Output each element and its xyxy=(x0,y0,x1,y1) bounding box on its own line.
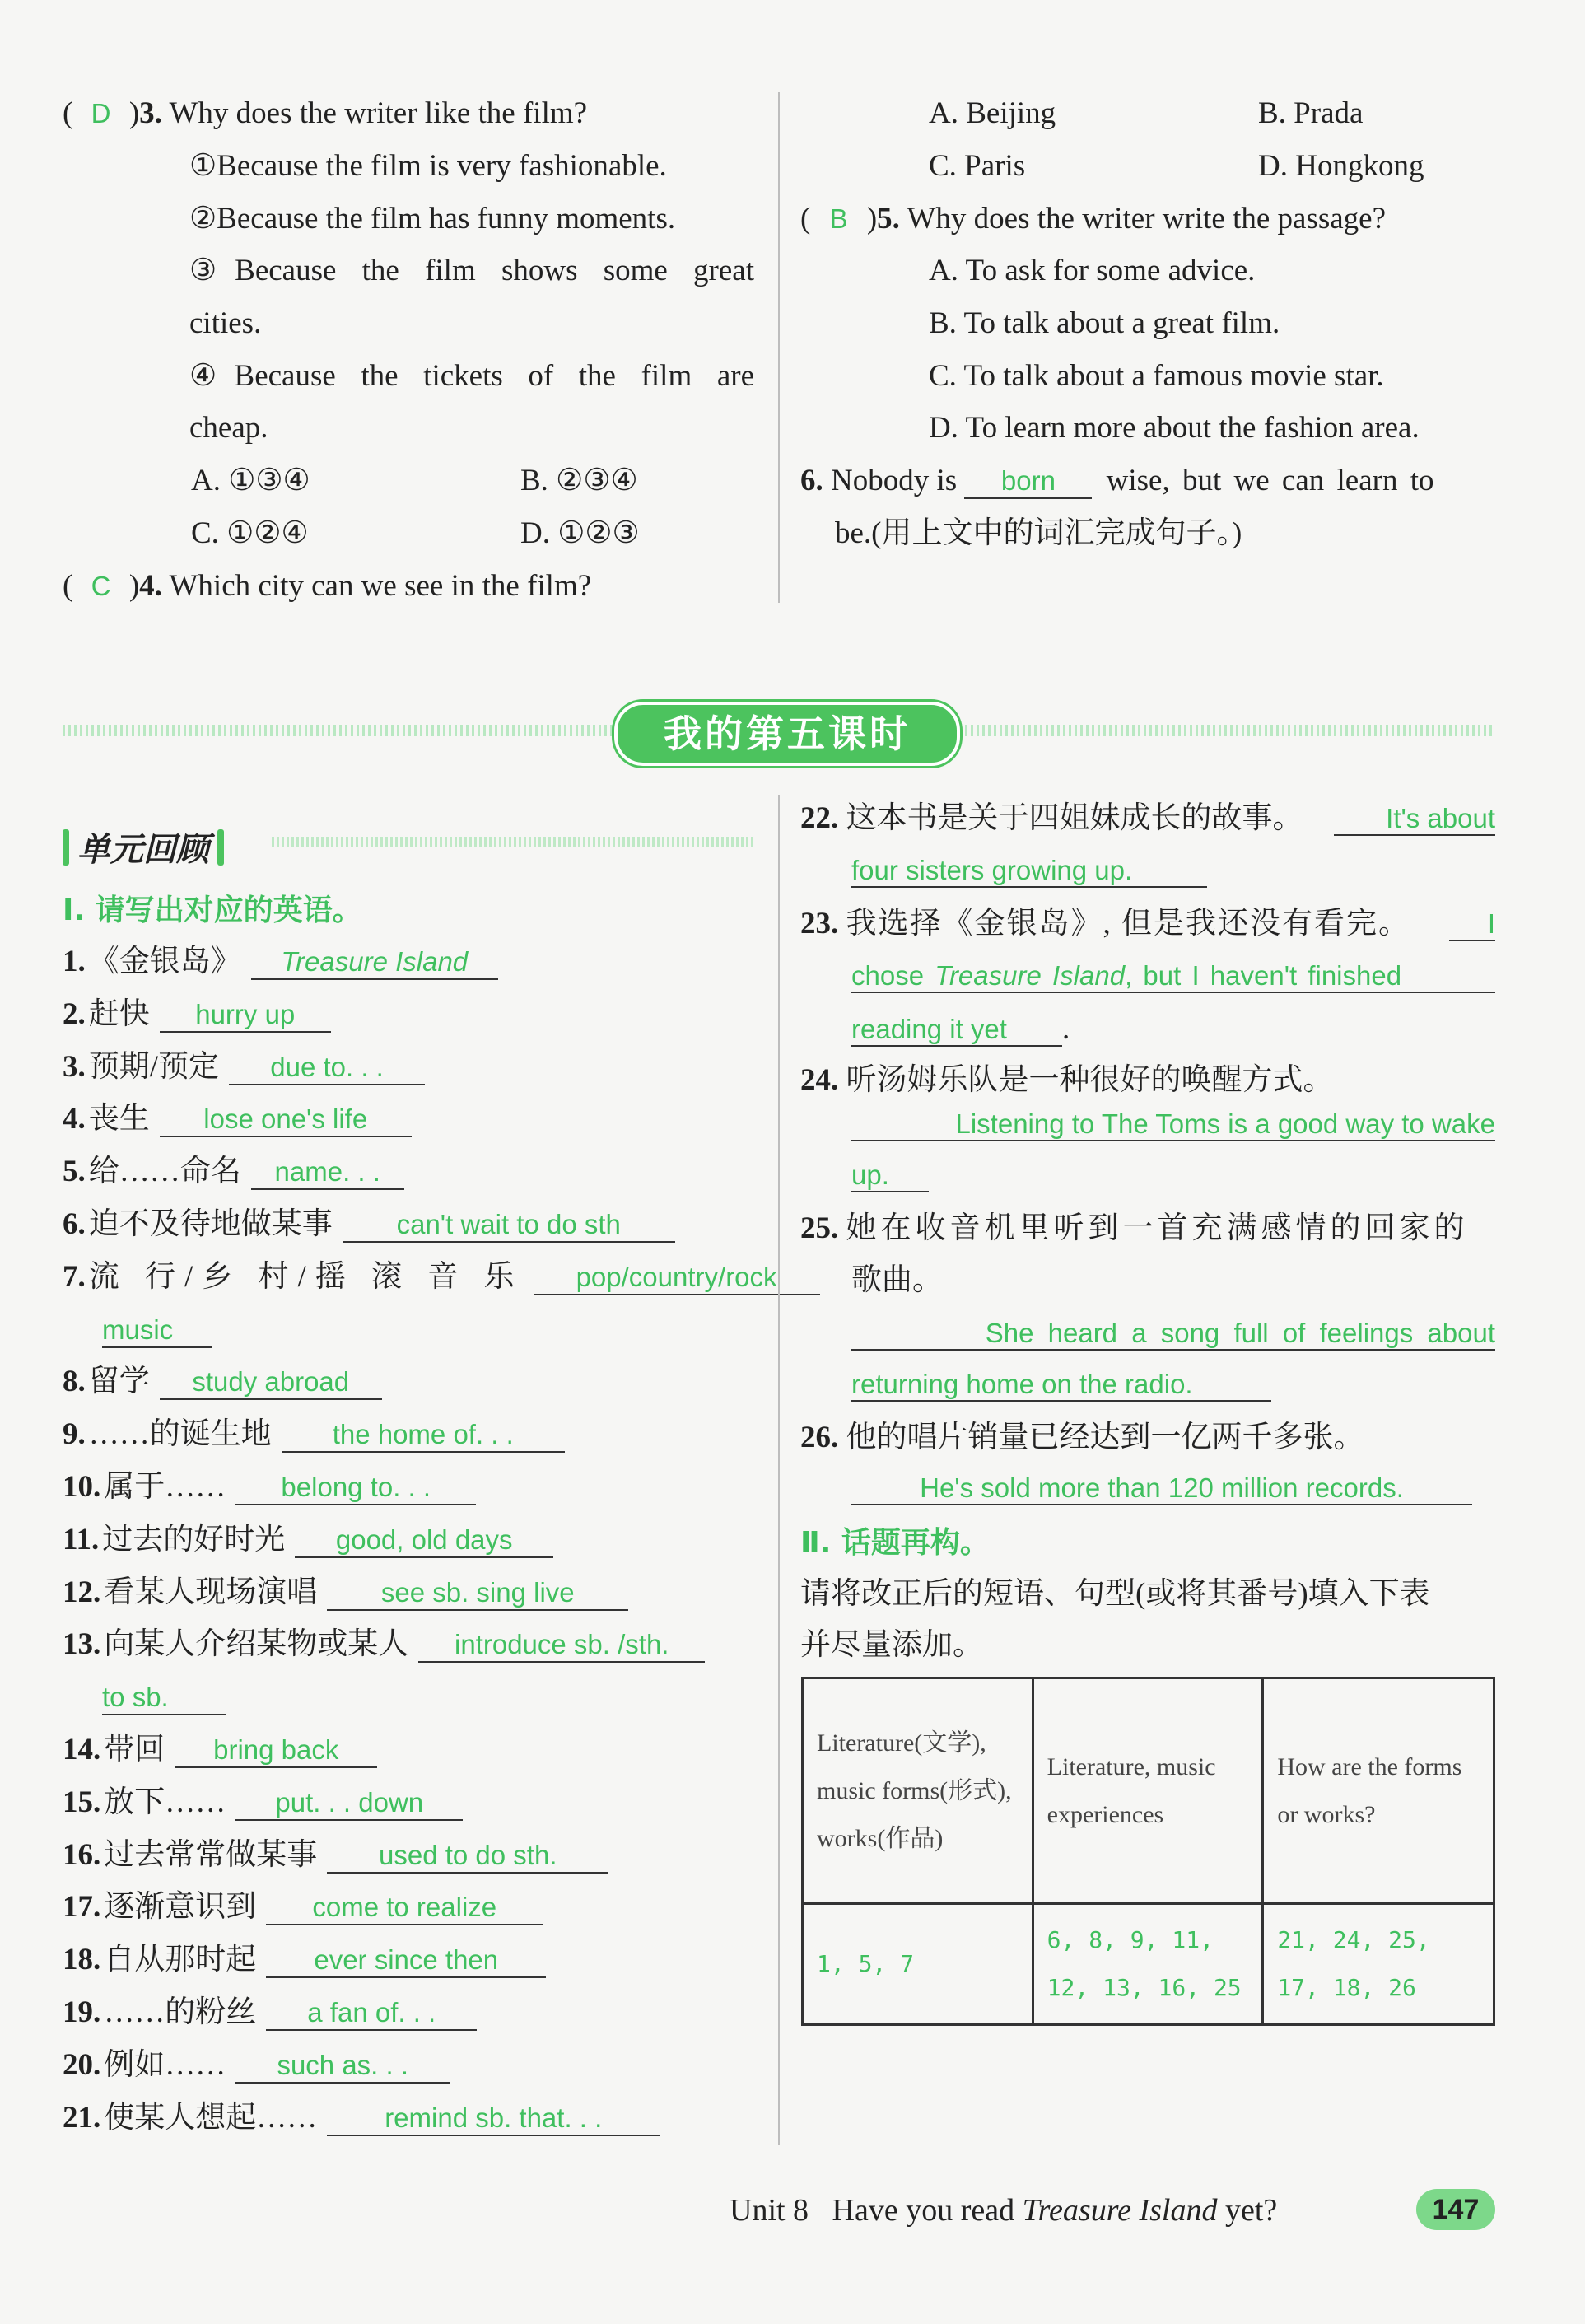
dotted-rule-review xyxy=(272,837,753,847)
sentence-25-answer-2: returning home on the radio. xyxy=(851,1369,1271,1402)
q5-choice-c: C. To talk about a famous movie star. xyxy=(929,359,1384,393)
sentence-24 xyxy=(800,1059,1334,1102)
vocab-item xyxy=(63,1623,705,1666)
sentence-number: 24. xyxy=(800,1063,839,1097)
vocab-chinese: 预期/预定 xyxy=(88,1049,220,1084)
sentence-22-answer-1: It's about xyxy=(1334,803,1495,836)
q5-number: 5. xyxy=(877,202,900,236)
sentence-25-chinese-cont: 歌曲。 xyxy=(851,1263,943,1297)
sentence-number: 26. xyxy=(800,1421,839,1454)
vocab-answer-cont xyxy=(102,1314,212,1348)
q4-line xyxy=(63,565,591,608)
vocab-chinese: 逐渐意识到 xyxy=(104,1890,257,1925)
vocab-chinese: ……的诞生地 xyxy=(88,1417,272,1452)
paren: ) xyxy=(128,96,140,130)
vocab-number: 13. xyxy=(63,1627,101,1662)
heading-bar xyxy=(63,829,69,866)
q3-choice-a: A. ①③④ xyxy=(191,464,310,497)
table-answer-cell[interactable]: 1, 5, 7 xyxy=(803,1904,1033,2025)
sentence-chinese: 这本书是关于四姐妹成长的故事。 xyxy=(846,801,1303,835)
sentence-23-answer-3-line xyxy=(851,1008,1070,1051)
vocab-chinese: 向某人介绍某物或某人 xyxy=(104,1627,409,1662)
sentence-24-answer-1: Listening to The Toms is a good way to wake xyxy=(851,1108,1495,1141)
vocab-answer: put. . . down xyxy=(235,1786,463,1821)
vocab-answer: lose one's life xyxy=(160,1103,412,1137)
vocab-number: 12. xyxy=(63,1575,101,1609)
q3-option-3-cont: cities. xyxy=(189,306,262,340)
q3-choice-c: C. ①②④ xyxy=(191,516,309,550)
lesson-banner xyxy=(614,702,960,766)
column-divider xyxy=(778,795,780,2145)
q5-choice-d: D. To learn more about the fashion area. xyxy=(929,411,1420,445)
q3-choice-d: D. ①②③ xyxy=(520,516,640,550)
vocab-answer: bring back xyxy=(175,1734,377,1768)
q3-number: 3. xyxy=(139,96,162,130)
heading-bar xyxy=(217,829,224,866)
answer-title-italic: Treasure Island xyxy=(935,960,1126,991)
vocab-chinese: 迫不及待地做某事 xyxy=(88,1207,333,1241)
sentence-23 xyxy=(800,903,1410,945)
vocab-number: 2. xyxy=(63,996,86,1031)
vocab-answer: a fan of. . . xyxy=(266,1996,477,2031)
sentence-number: 23. xyxy=(800,907,839,940)
vocab-number: 19. xyxy=(63,1995,101,2029)
vocab-number: 11. xyxy=(63,1522,100,1556)
dotted-rule-right xyxy=(965,725,1492,736)
vocab-chinese: 例如…… xyxy=(104,2047,226,2082)
part1-title: Ⅰ. 请写出对应的英语。 xyxy=(63,894,362,927)
vocab-answer-cont xyxy=(102,1681,226,1715)
q4-choice-b: B. Prada xyxy=(1258,96,1364,130)
vocab-answer: study abroad xyxy=(160,1365,382,1400)
part2-instruction-2: 并尽量添加。 xyxy=(800,1628,983,1662)
vocab-answer: see sb. sing live xyxy=(327,1576,628,1611)
vocab-item xyxy=(63,1360,382,1403)
q3-line xyxy=(63,92,587,135)
vocab-chinese: 使某人想起…… xyxy=(104,2100,318,2135)
q3-option-1: ①Because the film is very fashionable. xyxy=(189,149,667,183)
vocab-item xyxy=(63,1519,553,1561)
vocab-answer: belong to. . . xyxy=(235,1471,476,1505)
q3-option-4: ④Because the tickets of the film are xyxy=(189,359,754,393)
paren: ( xyxy=(800,202,811,236)
vocab-answer: Treasure Island xyxy=(251,945,498,980)
vocab-answer: used to do sth. xyxy=(327,1839,608,1874)
vocab-number: 16. xyxy=(63,1837,101,1872)
vocab-number: 14. xyxy=(63,1733,101,1766)
paren: ( xyxy=(63,96,73,130)
vocab-item xyxy=(63,1150,404,1193)
table-answer-cell[interactable]: 21, 24, 25, 17, 18, 26 xyxy=(1263,1904,1494,2025)
page-number-badge xyxy=(1416,2189,1495,2230)
table-header-cell: Literature, music experiences xyxy=(1033,1678,1263,1904)
q6-pre: Nobody is xyxy=(831,464,958,497)
q6-blank: born xyxy=(964,464,1092,499)
vocab-item xyxy=(63,993,331,1036)
table-header-cell: How are the forms or works? xyxy=(1263,1678,1494,1904)
vocab-answer: hurry up xyxy=(160,998,331,1033)
footer-running-title xyxy=(730,2189,1277,2232)
q3-option-4-cont: cheap. xyxy=(189,411,268,445)
topic-table xyxy=(801,1677,1495,2026)
vocab-answer-line-2: music xyxy=(102,1314,212,1348)
section-review-title: 单元回顾 xyxy=(77,831,209,869)
vocab-chinese: 过去的好时光 xyxy=(102,1522,286,1556)
section-review-heading xyxy=(63,824,224,870)
vocab-answer: remind sb. that. . . xyxy=(327,2102,660,2136)
vocab-number: 18. xyxy=(63,1943,101,1977)
vocab-answer: ever since then xyxy=(266,1944,546,1978)
footer-unit: Unit 8 Have you read xyxy=(730,2193,1015,2228)
vocab-chinese: 丧生 xyxy=(88,1102,150,1136)
vocab-item xyxy=(63,1046,425,1089)
table-row xyxy=(803,1904,1494,2025)
vocab-chinese: 过去常常做某事 xyxy=(104,1837,318,1872)
page-number: 147 xyxy=(1432,2194,1480,2225)
vocab-item xyxy=(63,1781,463,1824)
vocab-item xyxy=(63,1729,377,1771)
vocab-number: 4. xyxy=(63,1102,86,1136)
vocab-answer: the home of. . . xyxy=(282,1418,565,1453)
q3-answer: D xyxy=(91,98,111,128)
vocab-item xyxy=(63,1886,543,1929)
table-answer-cell[interactable]: 6, 8, 9, 11, 12, 13, 16, 25 xyxy=(1033,1904,1263,2025)
vocab-number: 20. xyxy=(63,2047,101,2082)
vocab-number: 9. xyxy=(63,1417,86,1452)
q6-post: wise, but we can learn to xyxy=(1106,464,1434,497)
paren: ) xyxy=(866,202,878,236)
sentence-chinese: 我选择《金银岛》, 但是我还没有看完。 xyxy=(846,907,1410,940)
vocab-item xyxy=(63,940,498,983)
vocab-chinese: 看某人现场演唱 xyxy=(104,1575,318,1609)
vocab-item xyxy=(63,1203,675,1246)
part2-title: Ⅱ. 话题再构。 xyxy=(800,1526,990,1560)
sentence-25 xyxy=(800,1207,1497,1250)
sentence-23-answer-2 xyxy=(851,960,1495,993)
banner-title: 我的第五课时 xyxy=(664,712,911,756)
q6-number: 6. xyxy=(800,464,823,497)
vocab-chinese: ……的粉丝 xyxy=(104,1995,257,2029)
period: . xyxy=(1062,1012,1070,1046)
vocab-chinese: 给……命名 xyxy=(88,1155,241,1189)
q6-line-2: be.(用上文中的词汇完成句子。) xyxy=(835,516,1242,550)
q5-choice-a: A. To ask for some advice. xyxy=(929,254,1256,287)
vocab-item xyxy=(63,1256,820,1299)
vocab-answer: introduce sb. /sth. xyxy=(418,1628,705,1663)
vocab-item xyxy=(63,2097,660,2140)
sentence-26 xyxy=(800,1416,1364,1459)
sentence-25-answer-1: She heard a song full of feelings about xyxy=(851,1318,1495,1351)
sentence-number: 25. xyxy=(800,1211,839,1245)
sentence-24-answer-2: up. xyxy=(851,1160,929,1192)
q5-text: Why does the writer write the passage? xyxy=(907,202,1387,236)
q5-line xyxy=(800,198,1386,240)
vocab-chinese: 流 行/乡 村/摇 滚 音 乐 xyxy=(88,1259,524,1294)
q4-text: Which city can we see in the film? xyxy=(169,569,592,603)
q3-option-3: ③Because the film shows some great xyxy=(189,254,754,287)
sentence-number: 22. xyxy=(800,801,839,835)
q4-number: 4. xyxy=(139,569,162,603)
sentence-22 xyxy=(800,797,1303,840)
sentence-chinese: 他的唱片销量已经达到一亿两千多张。 xyxy=(846,1421,1364,1454)
q4-choice-c: C. Paris xyxy=(929,149,1026,183)
vocab-number: 6. xyxy=(63,1207,86,1241)
vocab-answer: good, old days xyxy=(295,1524,553,1558)
vocab-answer: due to. . . xyxy=(229,1051,425,1085)
footer-yet: yet? xyxy=(1224,2193,1278,2228)
vocab-number: 3. xyxy=(63,1049,86,1084)
vocab-chinese: 留学 xyxy=(88,1365,150,1399)
vocab-item xyxy=(63,1939,546,1981)
q4-answer: C xyxy=(91,571,111,601)
vocab-item xyxy=(63,1466,476,1509)
vocab-chinese: 放下…… xyxy=(104,1785,226,1819)
vocab-item xyxy=(63,1098,412,1141)
sentence-22-answer-2: four sisters growing up. xyxy=(851,855,1207,888)
vocab-number: 21. xyxy=(63,2100,101,2135)
vocab-number: 15. xyxy=(63,1785,101,1819)
vocab-answer: come to realize xyxy=(266,1891,543,1925)
q5-choice-b: B. To talk about a great film. xyxy=(929,306,1280,340)
vocab-number: 8. xyxy=(63,1365,86,1399)
sentence-23-answer-1: I xyxy=(1449,908,1495,941)
vocab-chinese: 属于…… xyxy=(104,1470,226,1504)
vocab-item xyxy=(63,1991,477,2034)
vocab-number: 5. xyxy=(63,1155,86,1189)
q3-choice-b: B. ②③④ xyxy=(520,464,638,497)
vocab-item xyxy=(63,1571,628,1614)
vocab-chinese: 赶快 xyxy=(88,996,150,1031)
paren: ( xyxy=(63,569,73,603)
vocab-item xyxy=(63,1834,608,1877)
q4-choice-a: A. Beijing xyxy=(929,96,1056,130)
vocab-answer: pop/country/rock xyxy=(534,1261,820,1295)
sentence-chinese: 她在收音机里听到一首充满感情的回家的 xyxy=(846,1211,1469,1245)
vocab-number: 10. xyxy=(63,1470,101,1504)
vocab-number: 7. xyxy=(63,1259,86,1294)
part2-instruction-1: 请将改正后的短语、句型(或将其番号)填入下表 xyxy=(800,1577,1430,1611)
sentence-23-answer-3: reading it yet xyxy=(851,1014,1062,1047)
vocab-number: 1. xyxy=(63,945,86,978)
vocab-number: 17. xyxy=(63,1890,101,1925)
footer-book-title: Treasure Island xyxy=(1022,2193,1218,2228)
table-header-row xyxy=(803,1678,1494,1904)
vocab-answer: can't wait to do sth xyxy=(343,1208,675,1243)
q5-answer: B xyxy=(829,203,848,234)
vocab-chinese: 带回 xyxy=(104,1733,165,1766)
sentence-26-answer: He's sold more than 120 million records. xyxy=(851,1472,1472,1505)
vocab-answer-line-2: to sb. xyxy=(102,1681,226,1715)
q3-option-2: ②Because the film has funny moments. xyxy=(189,202,676,236)
q4-choice-d: D. Hongkong xyxy=(1258,149,1424,183)
vocab-item xyxy=(63,1413,565,1456)
column-divider xyxy=(778,92,780,603)
paren: ) xyxy=(128,569,140,603)
vocab-item xyxy=(63,2044,450,2087)
answer-text: chose xyxy=(851,960,925,991)
sentence-chinese: 听汤姆乐队是一种很好的唤醒方式。 xyxy=(846,1063,1334,1097)
vocab-answer: name. . . xyxy=(251,1155,404,1190)
dotted-rule-left xyxy=(63,725,614,736)
answer-text: , but I haven't finished xyxy=(1125,960,1402,991)
vocab-answer: such as. . . xyxy=(235,2049,450,2084)
vocab-chinese: 自从那时起 xyxy=(104,1943,257,1977)
table-header-cell: Literature(文学), music forms(形式), works(作品) xyxy=(803,1678,1033,1904)
q6-line xyxy=(800,460,1497,502)
vocab-chinese: 《金银岛》 xyxy=(88,945,241,978)
q3-text: Why does the writer like the film? xyxy=(169,96,588,130)
